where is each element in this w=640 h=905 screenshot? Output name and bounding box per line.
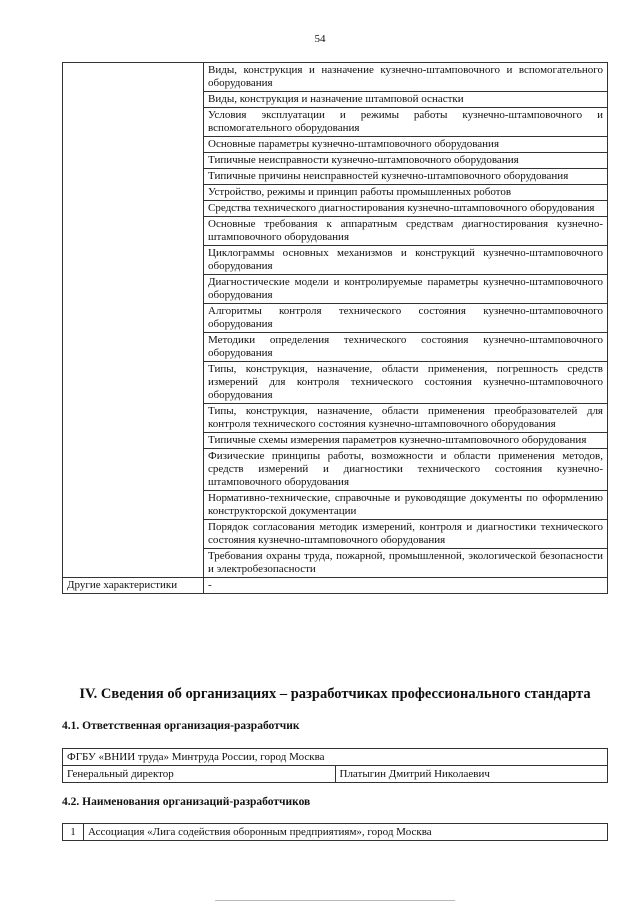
knowledge-item: Типы, конструкция, назначение, области применения, погрешность средств измерений для контроля технического состояния кузнечно-штамповочного оборудования — [204, 362, 608, 404]
other-characteristics-label: Другие характеристики — [63, 578, 204, 594]
developers-heading: 4.2. Наименования организаций-разработчиков — [62, 796, 311, 808]
head-position: Генеральный директор — [63, 766, 336, 783]
knowledge-item: Условия эксплуатации и режимы работы кузнечно-штамповочного и вспомогательного оборудования — [204, 108, 608, 137]
knowledge-item: Основные параметры кузнечно-штамповочного оборудования — [204, 137, 608, 153]
knowledge-item: Виды, конструкция и назначение кузнечно-штамповочного и вспомогательного оборудования — [204, 63, 608, 92]
knowledge-item: Типичные схемы измерения параметров кузнечно-штамповочного оборудования — [204, 433, 608, 449]
knowledge-item: Методики определения технического состояния кузнечно-штамповочного оборудования — [204, 333, 608, 362]
knowledge-item: Основные требования к аппаратным средствам диагностирования кузнечно-штамповочного оборудования — [204, 217, 608, 246]
developer-row — [63, 824, 608, 841]
knowledge-row — [63, 63, 608, 92]
knowledge-item: Алгоритмы контроля технического состояния кузнечно-штамповочного оборудования — [204, 304, 608, 333]
footer-divider — [215, 900, 455, 901]
knowledge-item: Диагностические модели и контролируемые параметры кузнечно-штамповочного оборудования — [204, 275, 608, 304]
knowledge-item: Типы, конструкция, назначение, области применения преобразователей для контроля технического состояния кузнечно-штамповочного оборудования — [204, 404, 608, 433]
responsible-org-heading: 4.1. Ответственная организация-разработчик — [62, 720, 300, 732]
responsible-head-row — [63, 766, 608, 783]
knowledge-item: Порядок согласования методик измерений, контроля и диагностики технического состояния кузнечно-штамповочного оборудования — [204, 520, 608, 549]
knowledge-item: Виды, конструкция и назначение штамповой оснастки — [204, 92, 608, 108]
knowledge-item: Физические принципы работы, возможности и области применения методов, средств измерений и диагностики технического состояния кузнечно-штамповочного оборудования — [204, 449, 608, 491]
other-characteristics-row — [63, 578, 608, 594]
developer-name: Ассоциация «Лига содействия оборонным предприятиям», город Москва — [84, 824, 608, 841]
page-number: 54 — [314, 33, 326, 45]
responsible-org-name: ФГБУ «ВНИИ труда» Минтруда России, город Москва — [63, 749, 608, 766]
knowledge-item: Типичные неисправности кузнечно-штамповочного оборудования — [204, 153, 608, 169]
other-characteristics-value: - — [204, 578, 608, 594]
knowledge-table — [62, 62, 608, 594]
responsible-org-table — [62, 748, 608, 783]
knowledge-item: Нормативно-технические, справочные и руководящие документы по оформлению конструкторской документации — [204, 491, 608, 520]
knowledge-item: Типичные причины неисправностей кузнечно-штамповочного оборудования — [204, 169, 608, 185]
section-iv-title: IV. Сведения об организациях – разработчиках профессионального стандарта — [79, 686, 591, 702]
developer-number: 1 — [63, 824, 84, 841]
knowledge-table-body — [63, 63, 608, 594]
knowledge-item: Устройство, режимы и принцип работы промышленных роботов — [204, 185, 608, 201]
knowledge-label-cell — [63, 63, 204, 578]
knowledge-item: Средства технического диагностирования кузнечно-штамповочного оборудования — [204, 201, 608, 217]
knowledge-item: Циклограммы основных механизмов и конструкций кузнечно-штамповочного оборудования — [204, 246, 608, 275]
responsible-org-row — [63, 749, 608, 766]
developers-table — [62, 823, 608, 841]
head-name: Платыгин Дмитрий Николаевич — [335, 766, 608, 783]
knowledge-item: Требования охраны труда, пожарной, промышленной, экологической безопасности и электробезопасности — [204, 549, 608, 578]
